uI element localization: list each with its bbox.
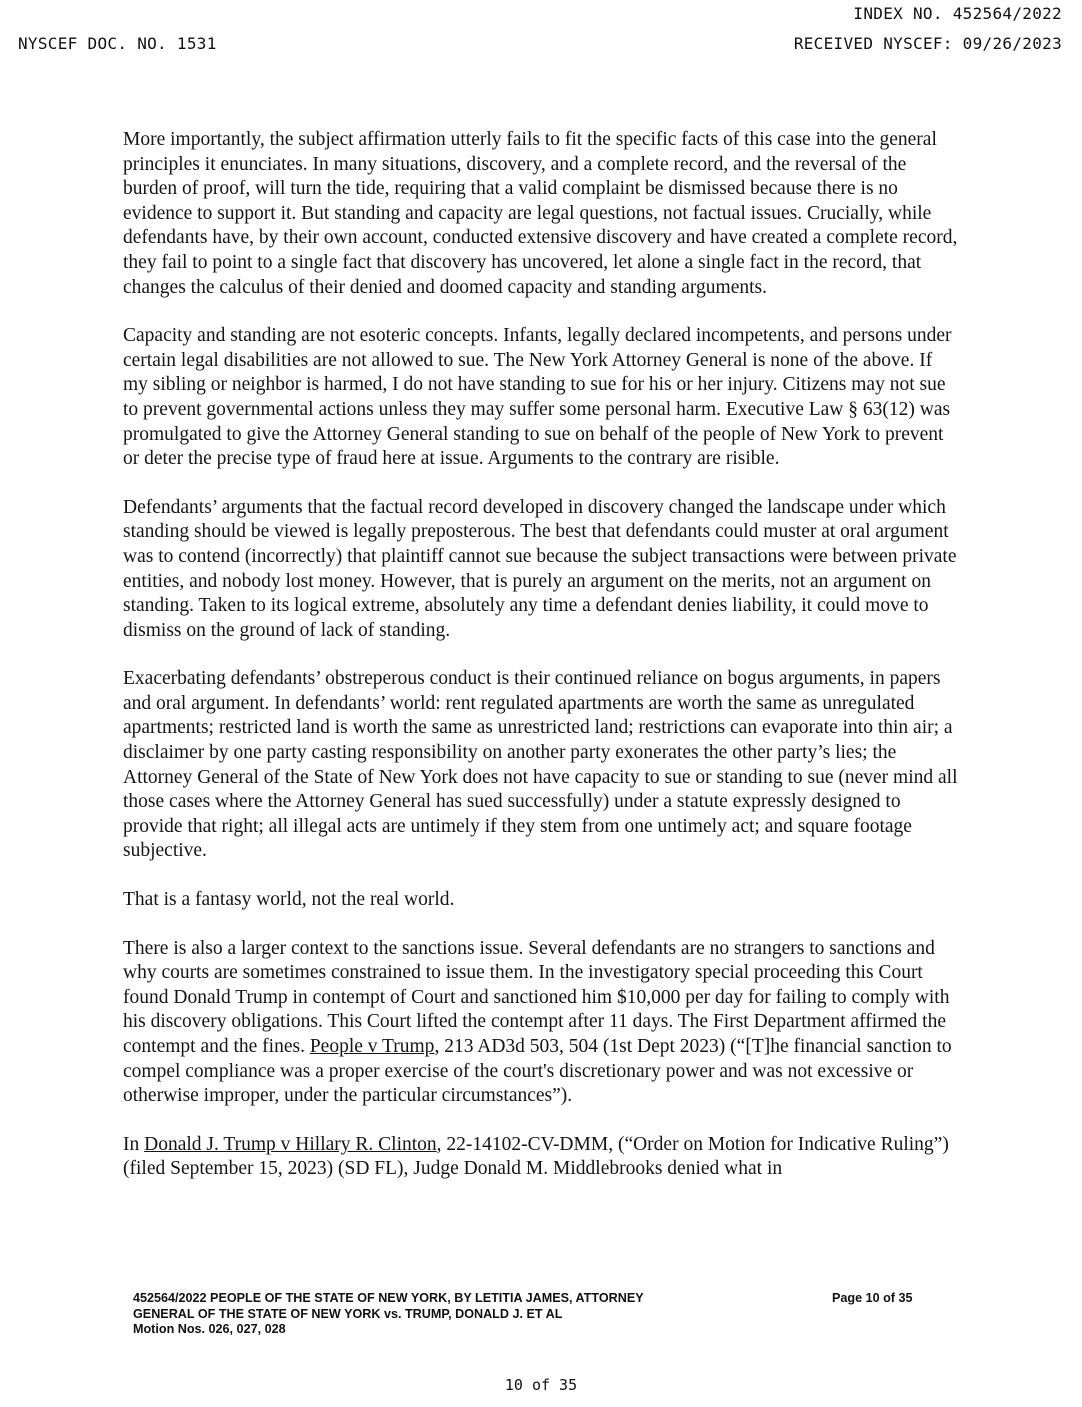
- bottom-page-number: 10 of 35: [504, 1376, 578, 1394]
- paragraph-2: Capacity and standing are not esoteric concepts. Infants, legally declared incompetents, and persons under certain legal disabilities are not allowed to sue. The New York Attorney General is none of the above. If my sibling or neighbor is harmed, I do not have standing to sue for his or her injury. Citizens may not sue to prevent governmental actions unless they may suffer some personal harm. Executive Law § 63(12) was promulgated to give the Attorney General standing to sue on behalf of the people of New York to prevent or deter the precise type of fraud here at issue. Arguments to the contrary are risible.: [123, 325, 952, 470]
- paragraph-7: [123, 1133, 961, 1182]
- paragraph-7-text-b: , 22-14102-CV-DMM, (“Order on Motion for Indicative Ruling”) (filed September 15, 2023) (SD FL), Judge Donald M. Middlebrooks denied what in: [123, 1133, 949, 1180]
- footer-caption-line-3: Motion Nos. 026, 027, 028: [133, 1322, 286, 1336]
- paragraph-3: Defendants’ arguments that the factual record developed in discovery changed the landscape under which standing should be viewed is legally preposterous. The best that defendants could muster at oral argument was to contend (incorrectly) that plaintiff cannot sue because the subject transactions were between private entities, and nobody lost money. However, that is purely an argument on the merits, not an argument on standing. Taken to its logical extreme, absolutely any time a defendant denies liability, it could move to dismiss on the ground of lack of standing.: [123, 496, 957, 641]
- paragraph-1: More importantly, the subject affirmation utterly fails to fit the specific facts of this case into the general principles it enunciates. In many situations, discovery, and a complete record, and the reversal of the burden of proof, will turn the tide, requiring that a valid complaint be dismissed because there is no evidence to support it. But standing and capacity are legal questions, not factual issues. Crucially, while defendants have, by their own account, conducted extensive discovery and have created a complete record, they fail to point to a single fact that discovery has uncovered, let alone a single fact in the record, that changes the calculus of their denied and doomed capacity and standing arguments.: [123, 129, 958, 298]
- received-date: RECEIVED NYSCEF: 09/26/2023: [793, 34, 1062, 53]
- document-body: [123, 128, 961, 1206]
- paragraph-5: That is a fantasy world, not the real world.: [123, 889, 455, 911]
- paragraph-4: Exacerbating defendants’ obstreperous conduct is their continued reliance on bogus arguments, in papers and oral argument. In defendants’ world: rent regulated apartments are worth the same as unregulated apartments; restricted land is worth the same as unrestricted land; restrictions can evaporate into thin air; a disclaimer by one party casting responsibility on another party exonerates the other party’s lies; the Attorney General of the State of New York does not have capacity to sue or standing to sue (never mind all those cases where the Attorney General has sued successfully) under a statute expressly designed to provide that right; all illegal acts are untimely if they stem from one untimely act; and square footage subjective.: [123, 668, 958, 862]
- footer-caption-line-2: GENERAL OF THE STATE OF NEW YORK vs. TRUMP, DONALD J. ET AL: [133, 1306, 563, 1321]
- footer-page-label: Page 10 of 35: [832, 1291, 913, 1305]
- paragraph-7-text-a: In: [123, 1133, 145, 1155]
- paragraph-6-text-a: There is also a larger context to the sanctions issue. Several defendants are no strangers to sanctions and why courts are sometimes constrained to issue them. In the investigatory special proceeding this Court found Donald Trump in contempt of Court and sanctioned him $10,000 per day for failing to comply with his discovery obligations. This Court lifted the contempt after 11 days. The First Department affirmed the contempt and the fines.: [123, 937, 950, 1057]
- paragraph-6-text-b: , 213 AD3d 503, 504 (1st Dept 2023) (“[T]he financial sanction to compel compliance was a proper exercise of the court's discretionary power and was not excessive or otherwise improper, under the particular circumstances”).: [123, 1036, 952, 1107]
- case-citation-trump-v-clinton: Donald J. Trump v Hillary R. Clinton: [144, 1133, 437, 1155]
- doc-number: NYSCEF DOC. NO. 1531: [18, 34, 217, 53]
- case-citation-people-v-trump: People v Trump: [309, 1036, 435, 1057]
- footer-caption-line-1: 452564/2022 PEOPLE OF THE STATE OF NEW YORK, BY LETITIA JAMES, ATTORNEY: [133, 1291, 644, 1305]
- footer-caption: [133, 1291, 733, 1338]
- paragraph-6: [123, 937, 961, 1109]
- index-number: INDEX NO. 452564/2022: [853, 4, 1062, 23]
